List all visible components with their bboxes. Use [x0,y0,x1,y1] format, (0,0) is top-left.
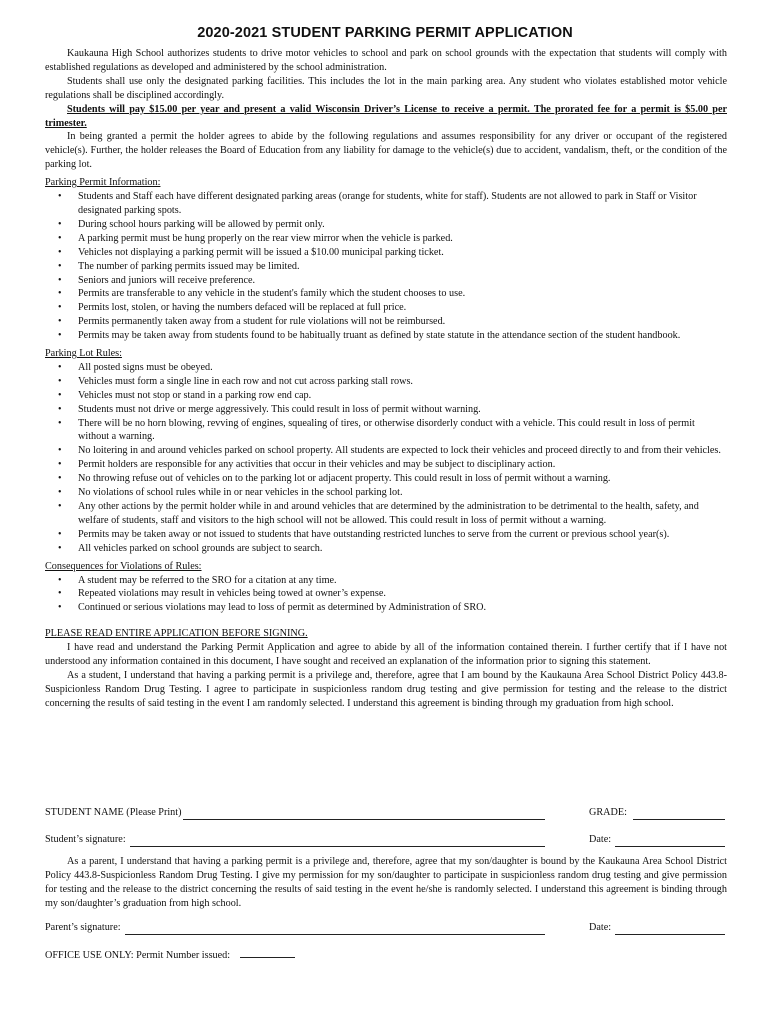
parent-drug-testing-paragraph: As a parent, I understand that having a parking permit is a privilege and, therefore, agree that my son/daughter is bound by the Kaukauna Area School District Policy 443.8-Suspicionless Random Drug Testing. I give my permission for my son/daughter to participate in suspicionless random drug testing and give permission for testing and the release to the district concerning the results of said testing in the event he/she is randomly selected. I understand this agreement is binding through my son/daughter’s graduation from high school. [45,856,727,909]
office-use-row [45,947,295,963]
list-item: • Permits permanently taken away from a student for rule violations will not be reimbursed. [45,315,727,329]
parent-section [45,855,727,911]
list-item: • Permit holders are responsible for any activities that occur in their vehicles and may be subject to disciplinary action. [45,458,727,472]
grade-label: GRADE: [589,807,627,818]
student-signature-label: Student’s signature: [45,834,126,845]
section-heading-lot-rules: Parking Lot Rules: [45,348,122,360]
list-item: • Students and Staff each have different designated parking areas (orange for students, white for staff). Students are not allowed to park in Staff or Visitor designated parking spots. [45,190,727,218]
list-item: • No violations of school rules while in or near vehicles in the school parking lot. [45,486,727,500]
list-item: • Students must not drive or merge aggressively. This could result in loss of permit without warning. [45,403,727,417]
consequences-list [45,574,727,616]
student-name-field[interactable] [183,809,545,820]
list-item: • Permits may be taken away or not issued to students that have outstanding restricted lunches to serve from the current or previous school year(s). [45,528,727,542]
permit-number-field[interactable] [240,947,295,958]
student-name-row [45,806,545,820]
student-drug-testing-paragraph: As a student, I understand that having a parking permit is a privilege and, therefore, agree that I am bound by the Kaukauna Area School District Policy 443.8-Suspicionless Random Drug Testing. I agree to participate in suspicionless random drug testing and give permission for testing and the release to the district concerning the results of said testing in the event I am randomly selected. I understand this agreement is binding through my graduation from high school. [45,669,727,709]
fee-paragraph: Students will pay $15.00 per year and present a valid Wisconsin Driver’s License to receive a permit. The prorated fee for a permit is $5.00 per trimester. [45,103,727,129]
grade-field[interactable] [633,809,725,820]
liability-paragraph: In being granted a permit the holder agrees to abide by the following regulations and assumes responsibility for any driver or occupant of the registered vehicle(s). Further, the holder releases the Board of Education from any liability for damage to the vehicle(s) due to accident, vandalism, theft, or the condition of the parking lot. [45,131,727,171]
date-label: Date: [589,922,612,933]
student-signature-field[interactable] [130,836,545,847]
list-item: • The number of parking permits issued may be limited. [45,260,727,274]
list-item: • Permits are transferable to any vehicle in the student's family which the student chooses to use. [45,287,727,301]
grade-row [589,806,725,820]
student-signature-row [45,833,545,847]
list-item: • A student may be referred to the SRO for a citation at any time. [45,574,727,588]
list-item: • Vehicles must form a single line in each row and not cut across parking stall rows. [45,375,727,389]
list-item: • All posted signs must be obeyed. [45,361,727,375]
date-label: Date: [589,834,612,845]
parent-date-field[interactable] [615,924,725,935]
agreement-paragraph: I have read and understand the Parking Permit Application and agree to abide by all of the information contained therein. I further certify that if I have not understood any information contained in this document, I have sought and received an explanation of the information prior to signing this statement. [45,642,727,668]
permit-info-list [45,190,727,343]
intro-paragraph: Students shall use only the designated parking facilities. This includes the lot in the main parking area. Any student who violates established motor vehicle regulations shall be disciplined accordingly. [45,75,727,101]
lot-rules-list [45,361,727,556]
list-item: • There will be no horn blowing, revving of engines, squealing of tires, or otherwise disorderly conduct with a vehicle. This could result in loss of permit without a warning. [45,417,727,445]
section-heading-consequences: Consequences for Violations of Rules: [45,560,202,572]
list-item: • Any other actions by the permit holder while in and around vehicles that are determined by the administration to be detrimental to the health, safety, and welfare of students, staff and visitors to the high school will not be allowed. This could result in loss of permit without a warning. [45,500,727,528]
list-item: • Permits lost, stolen, or having the numbers defaced will be replaced at full price. [45,301,727,315]
parent-signature-row [45,921,545,935]
list-item: • All vehicles parked on school grounds are subject to search. [45,542,727,556]
student-date-row [589,833,725,847]
list-item: • Seniors and juniors will receive preference. [45,274,727,288]
signing-notice: PLEASE READ ENTIRE APPLICATION BEFORE SIGNING. [45,628,308,640]
section-heading-permit-info: Parking Permit Information: [45,177,161,189]
student-name-label: STUDENT NAME (Please Print) [45,807,182,818]
list-item: • Vehicles not displaying a parking permit will be issued a $10.00 municipal parking ticket. [45,246,727,260]
document-title: 2020-2021 STUDENT PARKING PERMIT APPLICATION [197,25,573,41]
student-date-field[interactable] [615,836,725,847]
list-item: • Permits may be taken away from students found to be habitually truant as defined by state statute in the attendance section of the student handbook. [45,329,727,343]
parent-date-row [589,921,725,935]
list-item: • A parking permit must be hung properly on the rear view mirror when the vehicle is parked. [45,232,727,246]
list-item: • No loitering in and around vehicles parked on school property. All students are expected to lock their vehicles and proceed directly to and from their vehicles. [45,444,727,458]
intro-paragraph: Kaukauna High School authorizes students to drive motor vehicles to school and park on school grounds with the expectation that students will comply with established regulations as developed and administered by the school administration. [45,48,727,73]
parent-signature-field[interactable] [125,924,545,935]
office-use-label: OFFICE USE ONLY: Permit Number issued: [45,950,231,961]
parent-signature-label: Parent’s signature: [45,922,121,933]
list-item: • During school hours parking will be allowed by permit only. [45,218,727,232]
list-item: • No throwing refuse out of vehicles on to the parking lot or adjacent property. This could result in loss of permit without a warning. [45,472,727,486]
document-body [45,47,727,711]
list-item: • Continued or serious violations may lead to loss of permit as determined by Administration of SRO. [45,601,727,615]
list-item: • Repeated violations may result in vehicles being towed at owner’s expense. [45,587,727,601]
list-item: • Vehicles must not stop or stand in a parking row end cap. [45,389,727,403]
